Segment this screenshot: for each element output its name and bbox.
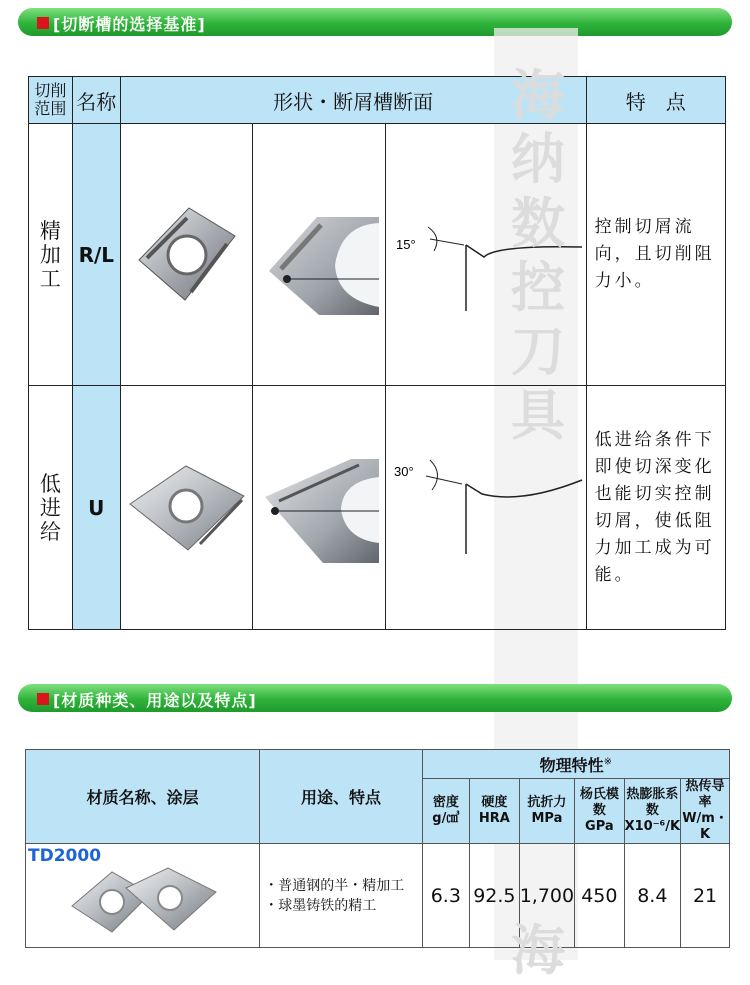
range-char: 精 [39, 218, 61, 243]
value-conductivity: 21 [681, 844, 730, 948]
usage-line: ・普通钢的半・精加工 [264, 877, 405, 894]
insert-photo-u [126, 458, 246, 558]
col-unit: X10⁻⁶/K [624, 819, 681, 834]
insert-closeup-rl [259, 195, 379, 315]
col-header [624, 779, 681, 844]
usage-cell [260, 844, 422, 948]
col-name: 杨氏模数 [579, 787, 619, 818]
watermark-char: 刀 [511, 320, 565, 383]
name-cell: R/L [72, 124, 120, 386]
header-physical [422, 750, 729, 779]
red-square-icon [37, 17, 49, 29]
table-row [29, 124, 726, 386]
col-header [681, 779, 730, 844]
col-unit: MPa [531, 811, 563, 826]
name-cell: U [72, 386, 120, 630]
material-name: TD2000 [28, 846, 102, 866]
col-name: 密度 [432, 795, 459, 810]
features-cell: 低进给条件下即使切深变化也能切实控制切屑，使低阻力加工成为可能。 [586, 386, 725, 630]
red-square-icon [37, 693, 49, 705]
watermark-char: 海 [511, 64, 565, 127]
watermark-char: 数 [511, 192, 565, 255]
watermark-text-bottom: 海 [511, 919, 565, 982]
value-strength: 1,700 [519, 844, 574, 948]
section-banner-groove [18, 8, 732, 36]
footnote-mark: ※ [603, 756, 613, 768]
table-row [26, 844, 730, 948]
col-header [422, 779, 469, 844]
header-features: 特 点 [586, 77, 725, 124]
header-shape: 形状・断屑槽断面 [120, 77, 586, 124]
header-usage: 用途、特点 [260, 750, 422, 844]
col-header [575, 779, 624, 844]
value-modulus: 450 [575, 844, 624, 948]
col-unit: g/㎤ [432, 811, 460, 826]
watermark-text [510, 64, 566, 448]
chipbreaker-section-u [386, 446, 586, 566]
col-header [469, 779, 519, 844]
features-cell: 控制切屑流向，且切削阻力小。 [586, 124, 725, 386]
col-unit: W/m・K [682, 811, 728, 842]
col-header [519, 779, 574, 844]
header-material: 材质名称、涂层 [26, 750, 260, 844]
section-banner-material [18, 684, 732, 712]
value-density: 6.3 [422, 844, 469, 948]
usage-line: ・球墨铸铁的精工 [264, 897, 377, 914]
col-name: 热传导率 [685, 779, 725, 810]
header-range-line1: 切削 [34, 81, 67, 100]
insert-photo-cell [120, 124, 252, 386]
insert-closeup-cell [252, 386, 385, 630]
range-cell [29, 124, 73, 386]
header-name: 名称 [72, 77, 120, 124]
angle-label: 15° [395, 236, 416, 252]
material-insert-photo [70, 866, 220, 938]
header-physical-label: 物理特性 [539, 755, 604, 775]
groove-selection-table [28, 76, 726, 630]
section-title: [切断槽的选择基准] [53, 15, 206, 34]
watermark-char: 具 [511, 384, 565, 447]
insert-closeup-u [259, 453, 379, 563]
insert-photo-rl [131, 200, 241, 310]
range-char: 低 [39, 471, 61, 496]
header-range-line2: 范围 [34, 99, 67, 118]
range-char: 加 [39, 242, 61, 267]
range-cell [29, 386, 73, 630]
col-name: 热膨胀系数 [626, 787, 679, 818]
value-expansion: 8.4 [624, 844, 681, 948]
insert-closeup-cell [252, 124, 385, 386]
material-cell [26, 844, 260, 948]
header-range [29, 77, 73, 124]
range-char: 给 [39, 519, 61, 544]
insert-photo-cell [120, 386, 252, 630]
section-title: [材质种类、用途以及特点] [53, 691, 257, 710]
watermark-char: 纳 [511, 128, 565, 191]
material-table [25, 749, 730, 948]
range-char: 工 [39, 266, 61, 291]
angle-label: 30° [393, 463, 414, 479]
range-char: 进 [39, 495, 61, 520]
value-hardness: 92.5 [469, 844, 519, 948]
col-name: 硬度 [481, 795, 508, 810]
col-unit: GPa [585, 819, 614, 834]
table-row [29, 386, 726, 630]
col-name: 抗折力 [527, 795, 567, 810]
watermark-char: 控 [511, 256, 565, 319]
col-unit: HRA [478, 811, 510, 826]
